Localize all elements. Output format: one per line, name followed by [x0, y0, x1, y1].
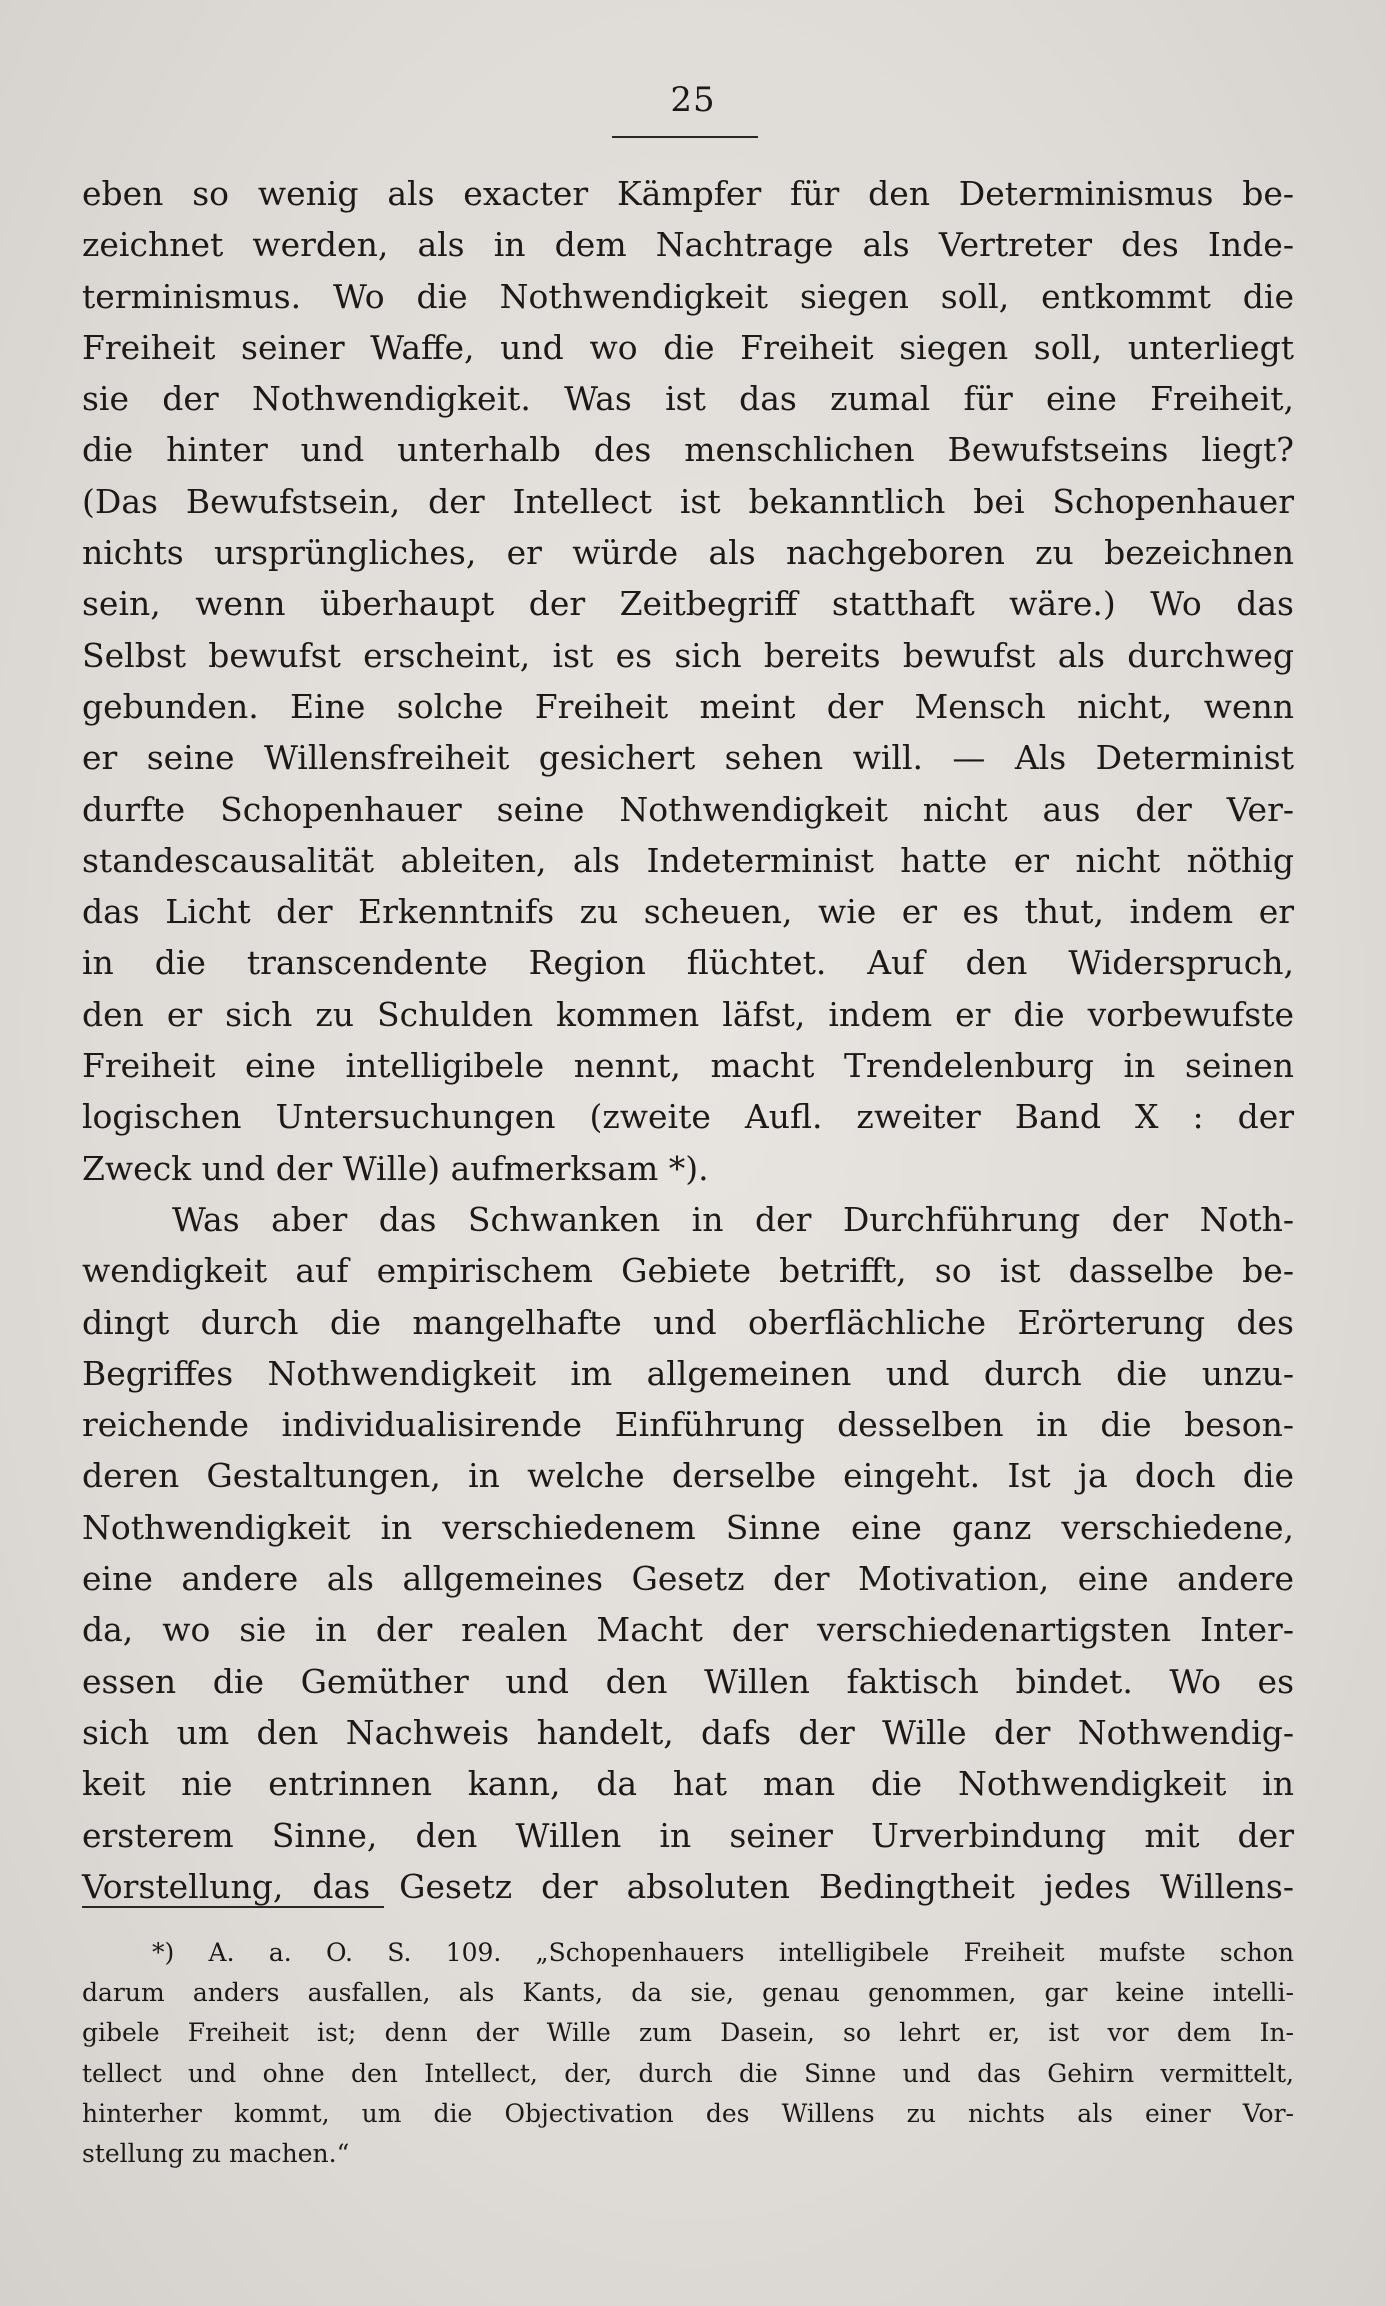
text-line: die hinter und unterhalb des menschlichen Bewufstseins liegt?: [82, 430, 1294, 470]
text-line: Vorstellung, das Gesetz der absoluten Bedingtheit jedes Willens-: [82, 1866, 1294, 1906]
page-number: 25: [670, 80, 716, 120]
footnote: [82, 1933, 1294, 2174]
text-line: logischen Untersuchungen (zweite Aufl. zweiter Band X : der: [82, 1097, 1294, 1137]
footnote-line: stellung zu machen.“: [82, 2138, 350, 2168]
text-line: Freiheit eine intelligibele nennt, macht Trendelenburg in seinen: [82, 1046, 1294, 1086]
text-line: nichts ursprüngliches, er würde als nachgeboren zu bezeichnen: [82, 533, 1294, 573]
text-line: Freiheit seiner Waffe, und wo die Freiheit siegen soll, unterliegt: [82, 327, 1294, 367]
paragraph-2: [82, 1194, 1294, 1912]
text-line: gebunden. Eine solche Freiheit meint der Mensch nicht, wenn: [82, 686, 1294, 726]
text-line: Zweck und der Wille) aufmerksam *).: [82, 1148, 709, 1188]
footnote-line: gibele Freiheit ist; denn der Wille zum Dasein, so lehrt er, ist vor dem In-: [82, 2018, 1294, 2048]
text-line: sich um den Nachweis handelt, dafs der Wille der Nothwendig-: [82, 1712, 1294, 1752]
text-line: den er sich zu Schulden kommen läfst, indem er die vorbewufste: [82, 994, 1294, 1034]
text-line: da, wo sie in der realen Macht der verschiedenartigsten Inter-: [82, 1610, 1294, 1650]
text-line: zeichnet werden, als in dem Nachtrage als Vertreter des Inde-: [82, 225, 1294, 265]
text-line: standescausalität ableiten, als Indeterminist hatte er nicht nöthig: [82, 840, 1294, 880]
text-line: durfte Schopenhauer seine Nothwendigkeit nicht aus der Ver-: [82, 789, 1294, 829]
footnote-line: darum anders ausfallen, als Kants, da sie, genau genommen, gar keine intelli-: [82, 1978, 1294, 2008]
text-line: das Licht der Erkenntnifs zu scheuen, wie er es thut, indem er: [82, 892, 1294, 932]
text-line: sein, wenn überhaupt der Zeitbegriff statthaft wäre.) Wo das: [82, 584, 1294, 624]
page-number-rule: [612, 136, 758, 138]
footnote-line: tellect und ohne den Intellect, der, durch die Sinne und das Gehirn vermittelt,: [82, 2058, 1294, 2088]
paragraph-1: [82, 168, 1294, 1194]
text-line: deren Gestaltungen, in welche derselbe eingeht. Ist ja doch die: [82, 1456, 1294, 1496]
text-line: wendigkeit auf empirischem Gebiete betrifft, so ist dasselbe be-: [82, 1251, 1294, 1291]
text-line: Selbst bewufst erscheint, ist es sich bereits bewufst als durchweg: [82, 635, 1294, 675]
text-line: Was aber das Schwanken in der Durchführung der Noth-: [172, 1199, 1294, 1239]
text-line: in die transcendente Region flüchtet. Auf den Widerspruch,: [82, 943, 1294, 983]
text-line: terminismus. Wo die Nothwendigkeit siegen soll, entkommt die: [82, 276, 1294, 316]
footnote-line: *) A. a. O. S. 109. „Schopenhauers intelligibele Freiheit mufste schon: [152, 1938, 1294, 1967]
text-line: sie der Nothwendigkeit. Was ist das zumal für eine Freiheit,: [82, 379, 1294, 419]
footnote-rule: [82, 1906, 384, 1908]
text-line: keit nie entrinnen kann, da hat man die Nothwendigkeit in: [82, 1764, 1294, 1804]
main-text: [82, 168, 1294, 1912]
text-line: dingt durch die mangelhafte und oberflächliche Erörterung des: [82, 1302, 1294, 1342]
text-line: ersterem Sinne, den Willen in seiner Urverbindung mit der: [82, 1815, 1294, 1855]
text-line: (Das Bewufstsein, der Intellect ist bekanntlich bei Schopenhauer: [82, 481, 1294, 521]
text-line: eben so wenig als exacter Kämpfer für den Determinismus be-: [82, 174, 1294, 213]
text-line: reichende individualisirende Einführung desselben in die beson-: [82, 1405, 1294, 1445]
text-line: Nothwendigkeit in verschiedenem Sinne eine ganz verschiedene,: [82, 1507, 1294, 1547]
text-line: eine andere als allgemeines Gesetz der Motivation, eine andere: [82, 1559, 1294, 1599]
footnote-line: hinterher kommt, um die Objectivation des Willens zu nichts als einer Vor-: [82, 2098, 1294, 2128]
text-line: Begriffes Nothwendigkeit im allgemeinen und durch die unzu-: [82, 1353, 1294, 1393]
text-line: essen die Gemüther und den Willen faktisch bindet. Wo es: [82, 1661, 1294, 1701]
text-line: er seine Willensfreiheit gesichert sehen will. — Als Determinist: [82, 738, 1294, 778]
